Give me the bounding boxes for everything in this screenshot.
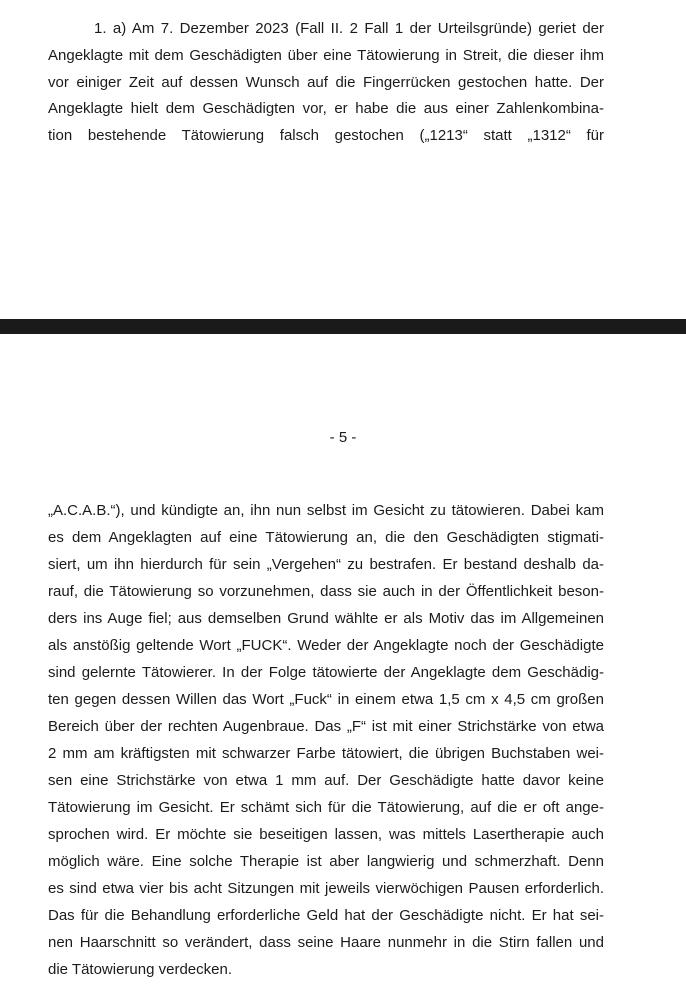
paragraph-line: es sind etwa vier bis acht Sitzungen mit jeweils vierwöchigen Pausen erforderlich.: [48, 880, 604, 897]
paragraph-line: Angeklagte hielt dem Geschädigten vor, er habe die aus einer Zahlenkombina-: [48, 100, 604, 117]
paragraph-line: vor einiger Zeit auf dessen Wunsch auf die Fingerrücken gestochen hatte. Der: [48, 74, 604, 91]
paragraph-line: 1. a) Am 7. Dezember 2023 (Fall II. 2 Fall 1 der Urteilsgründe) geriet der: [94, 20, 604, 37]
paragraph-line: 2 mm am kräftigsten mit schwarzer Farbe tätowiert, die übrigen Buchstaben wei-: [48, 745, 604, 762]
paragraph-line: Tätowierung im Gesicht. Er schämt sich für die Tätowierung, auf die er oft ange-: [48, 799, 604, 816]
page-top: [0, 0, 686, 319]
paragraph-line: die Tätowierung verdecken.: [48, 961, 232, 978]
page-divider: [0, 319, 686, 334]
paragraph-line: sen eine Strichstärke von etwa 1 mm auf. Der Geschädigte hatte davor keine: [48, 772, 604, 789]
paragraph-line: „A.C.A.B.“), und kündigte an, ihn nun selbst im Gesicht zu tätowieren. Dabei kam: [48, 502, 604, 519]
paragraph-line: tion bestehende Tätowierung falsch gestochen („1213“ statt „1312“ für: [48, 127, 604, 144]
paragraph-line: ten gegen dessen Willen das Wort „Fuck“ in einem etwa 1,5 cm x 4,5 cm großen: [48, 691, 604, 708]
paragraph-line: als anstößig geltende Wort „FUCK“. Weder der Angeklagte noch der Geschädigte: [48, 637, 604, 654]
paragraph-line: sprochen wird. Er möchte sie beseitigen lassen, was mittels Lasertherapie auch: [48, 826, 604, 843]
paragraph-line: möglich wäre. Eine solche Therapie ist aber langwierig und schmerzhaft. Denn: [48, 853, 604, 870]
paragraph-line: Das für die Behandlung erforderliche Geld hat der Geschädigte nicht. Er hat sei-: [48, 907, 604, 924]
paragraph-line: siert, um ihn hierdurch für sein „Vergehen“ zu bestrafen. Er bestand deshalb da-: [48, 556, 604, 573]
page-number: - 5 -: [329, 429, 357, 446]
paragraph-line: rauf, die Tätowierung so vorzunehmen, dass sie auch in der Öffentlichkeit beson-: [48, 583, 604, 600]
paragraph-line: sind gelernte Tätowierer. In der Folge tätowierte der Angeklagte dem Geschädig-: [48, 664, 604, 681]
paragraph-line: nen Haarschnitt so verändert, dass seine Haare nunmehr in die Stirn fallen und: [48, 934, 604, 951]
paragraph-line: Angeklagte mit dem Geschädigten über eine Tätowierung in Streit, die dieser ihm: [48, 47, 604, 64]
paragraph-line: ders ins Auge fiel; aus demselben Grund wählte er als Motiv das im Allgemeinen: [48, 610, 604, 627]
paragraph-line: Bereich über der rechten Augenbraue. Das „F“ ist mit einer Strichstärke von etwa: [48, 718, 604, 735]
paragraph-line: es dem Angeklagten auf eine Tätowierung an, die den Geschädigten stigmati-: [48, 529, 604, 546]
